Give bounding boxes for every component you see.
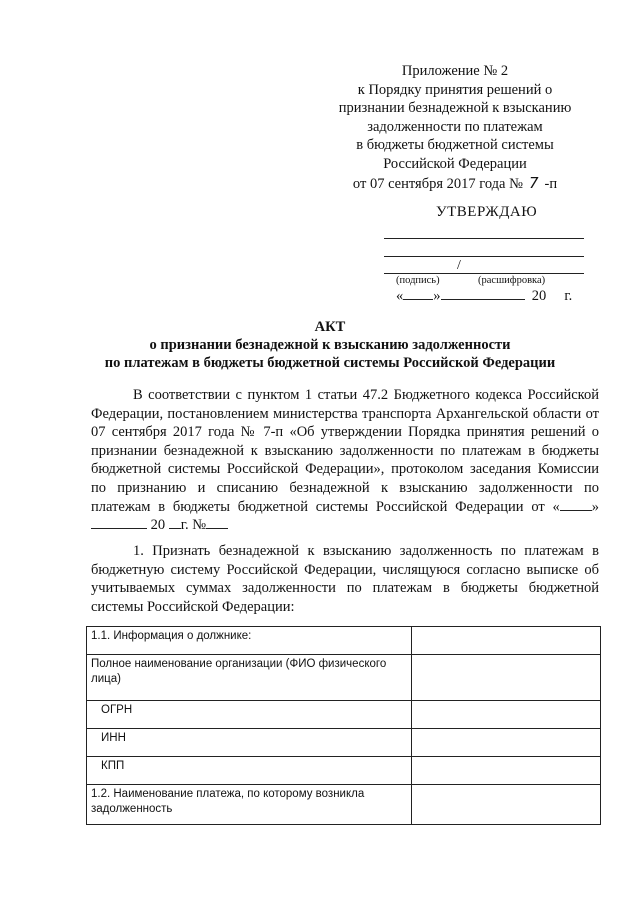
row-label: 1.1. Информация о должнике:	[87, 627, 412, 655]
row-label: Полное наименование организации (ФИО физического лица)	[87, 655, 412, 701]
paragraph-basis-text: В соответствии с пунктом 1 статьи 47.2 Бюджетного кодекса Российской Федерации, постановлением министерства транспорта Архангельской области от 07 сентября 2017 года № 7-п «Об утверждении Порядка принятия решений о признании безнадежной к взысканию задолженности по платежам в бюджеты бюджетной системы Российской Федерации», протоколом заседания Комиссии по признанию и списанию безнадежной к взысканию задолженности по платежам в бюджеты бюджетной системы Российской Федерации от	[91, 387, 599, 515]
approval-position-line	[384, 238, 584, 239]
row-value	[412, 729, 601, 757]
approval-signature-line	[384, 273, 584, 274]
row-label: ОГРН	[87, 701, 412, 729]
table-row	[87, 785, 601, 825]
row-label: ИНН	[87, 729, 412, 757]
protocol-date-quote-close: »	[591, 498, 599, 515]
appendix-line: Российской Федерации	[383, 155, 527, 172]
table-row	[87, 655, 601, 701]
date-year: 20	[531, 288, 547, 304]
table-row	[87, 627, 601, 655]
act-title: АКТ	[314, 319, 346, 335]
protocol-year: 20	[150, 517, 166, 534]
table-row	[87, 701, 601, 729]
row-value	[412, 701, 601, 729]
table-row	[87, 757, 601, 785]
date-quote-open: «	[396, 288, 404, 304]
appendix-line: к Порядку принятия решений о	[357, 81, 553, 98]
approval-position-line-2	[384, 256, 584, 257]
approval-title: УТВЕРЖДАЮ	[436, 204, 538, 220]
protocol-number-blank	[206, 516, 228, 529]
row-label: 1.2. Наименование платежа, по которому возникла задолженность	[87, 785, 412, 825]
row-label: КПП	[87, 757, 412, 785]
row-value	[412, 655, 601, 701]
signature-separator: /	[457, 258, 461, 273]
decree-number-handwritten: 7	[528, 173, 539, 192]
appendix-decree-line	[300, 174, 610, 194]
paragraph-decision-text: 1. Признать безнадежной к взысканию задолженность по платежам в бюджетную систему Российской Федерации, числящуюся согласно выписке об учитываемых суммах задолженности по платежам в бюджеты бюджетной системы Российской Федерации:	[91, 543, 599, 615]
decoding-caption: (расшифровка)	[478, 275, 546, 286]
date-month-blank	[441, 287, 525, 300]
act-subtitle-2: по платежам в бюджеты бюджетной системы Российской Федерации	[104, 355, 556, 371]
protocol-number-label: г. №	[180, 517, 207, 534]
decree-suffix: -п	[544, 175, 558, 192]
paragraph-basis	[91, 386, 599, 535]
approval-date-line	[396, 287, 572, 305]
protocol-date-quote-open: «	[552, 498, 560, 515]
protocol-month-blank	[91, 516, 147, 529]
date-quote-close: »	[433, 288, 441, 304]
paragraph-decision	[91, 542, 599, 616]
protocol-year-blank	[169, 516, 181, 529]
table-row	[87, 729, 601, 757]
appendix-line: признании безнадежной к взысканию	[338, 100, 572, 117]
act-subtitle-1: о признании безнадежной к взысканию задолженности	[149, 337, 511, 353]
signature-caption: (подпись)	[396, 275, 440, 286]
protocol-day-blank	[560, 498, 592, 511]
decree-date: от 07 сентября 2017 года №	[352, 175, 523, 192]
row-value	[412, 785, 601, 825]
appendix-line: в бюджеты бюджетной системы	[356, 137, 554, 154]
appendix-line: задолженности по платежам	[367, 118, 543, 135]
date-year-suffix: г.	[564, 288, 573, 304]
debtor-info-table	[86, 626, 601, 825]
row-value	[412, 627, 601, 655]
row-value	[412, 757, 601, 785]
date-day-blank	[403, 287, 433, 300]
appendix-line: Приложение № 2	[401, 63, 509, 79]
appendix-header	[300, 62, 610, 193]
act-heading	[60, 318, 600, 372]
